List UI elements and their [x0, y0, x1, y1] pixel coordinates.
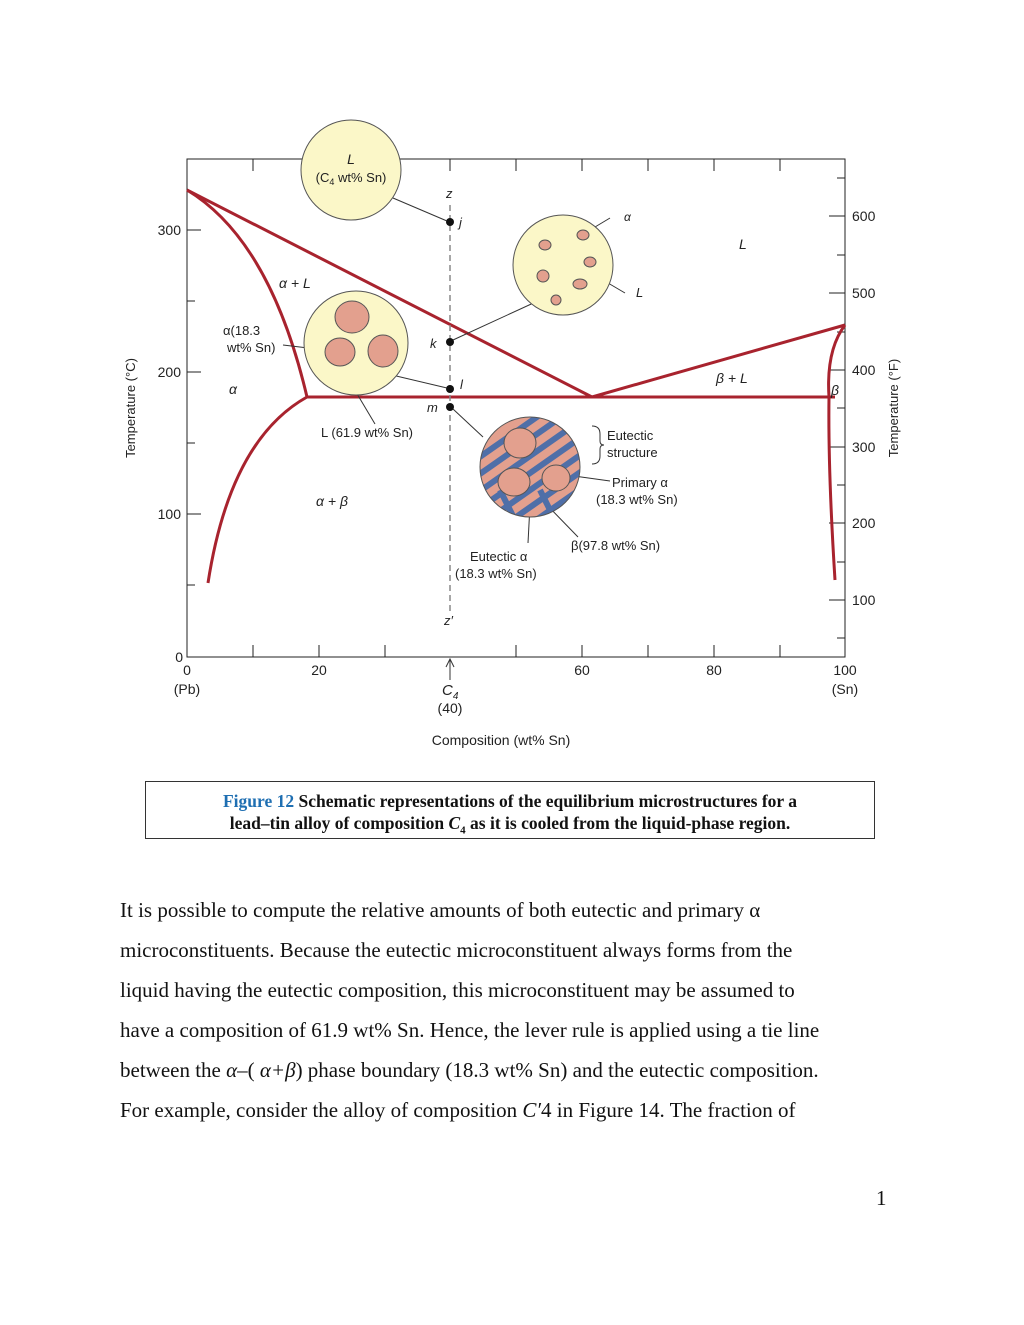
point-j	[446, 218, 454, 226]
caption-sub: 4	[460, 824, 466, 837]
solvus-alpha	[208, 397, 307, 583]
page-number: 1	[876, 1186, 887, 1210]
figure-caption	[145, 781, 875, 839]
point-label-l: l	[460, 377, 463, 392]
body-line	[120, 1050, 910, 1090]
x-tick-label: 20	[311, 662, 327, 678]
y-tick-label-f: 500	[852, 285, 876, 301]
point-label-m: m	[427, 400, 438, 415]
body-text: between the	[120, 1058, 227, 1082]
callout-eutectic-alpha-2: (18.3 wt% Sn)	[455, 566, 537, 581]
figure-label: Figure 12	[222, 791, 295, 811]
y-tick-label-f: 200	[852, 515, 876, 531]
c4-marker-symbol: $C_4$	[442, 682, 459, 702]
point-label-j: j	[459, 215, 462, 230]
liquidus-right	[592, 325, 845, 397]
body-line: have a composition of 61.9 wt% Sn. Hence, the lever rule is applied using a tie line	[120, 1018, 820, 1042]
y-tick-label-c: 100	[157, 506, 181, 522]
caption-line-1	[146, 790, 874, 812]
body-text: ) phase boundary (18.3 wt% Sn) and the eutectic composition.	[295, 1058, 819, 1082]
microstructure-alpha-in-liquid	[513, 215, 613, 315]
body-line: liquid having the eutectic composition, this microconstituent may be assumed to	[120, 978, 795, 1002]
region-liquid: L	[739, 236, 747, 252]
point-l	[446, 385, 454, 393]
callout-primary-alpha-2: (18.3 wt% Sn)	[596, 492, 678, 507]
y-axis-title-left: Temperature (°C)	[123, 358, 138, 458]
caption-text-2b: as it is cooled from the liquid-phase region.	[465, 813, 791, 833]
point-label-z-prime: z′	[444, 613, 453, 628]
x-tick-label: 60	[574, 662, 590, 678]
body-text: For example, consider the alloy of composition	[120, 1098, 523, 1122]
body-text: 4 in Figure 14. The fraction of	[541, 1098, 796, 1122]
caption-text-1: Schematic representations of the equilibrium microstructures for a	[294, 791, 798, 811]
region-alpha-liquid: α + L	[279, 275, 311, 291]
y-tick-label-c: 300	[157, 222, 181, 238]
point-m	[446, 403, 454, 411]
region-alpha: α	[229, 381, 237, 397]
region-beta-liquid: β + L	[716, 370, 748, 386]
body-alpha-beta: α+β	[259, 1058, 296, 1082]
callout-liquid-eutectic-comp: L (61.9 wt% Sn)	[321, 425, 414, 440]
y-axis-title-right: Temperature (°F)	[886, 358, 901, 458]
callout-liquid-comp: ($C_4$ wt% Sn)	[315, 170, 387, 187]
body-alpha: α	[226, 1058, 238, 1082]
caption-text-2a: lead–tin alloy of composition	[229, 813, 449, 833]
c4-marker-value: (40)	[437, 700, 463, 716]
x-end-label-right: (Sn)	[831, 681, 859, 697]
y-tick-label-f: 100	[852, 592, 876, 608]
y-tick-label-c: 0	[175, 649, 183, 665]
callout-liquid-matrix: L	[636, 285, 644, 300]
body-line: microconstituents. Because the eutectic microconstituent always forms from the	[120, 938, 793, 962]
x-tick-label: 80	[706, 662, 722, 678]
y-tick-label-c: 200	[157, 364, 181, 380]
plot-frame	[187, 159, 845, 657]
x-axis-title: Composition (wt% Sn)	[431, 732, 571, 748]
body-line: It is possible to compute the relative amounts of both eutectic and primary α	[120, 898, 761, 922]
x-tick-label: 100	[833, 662, 857, 678]
microstructure-eutectic	[460, 397, 615, 540]
y-tick-marks-right	[829, 178, 845, 638]
body-paragraph	[120, 890, 910, 1130]
y-tick-marks-left	[187, 230, 201, 585]
point-k	[446, 338, 454, 346]
point-label-k: k	[430, 336, 437, 351]
solvus-beta	[829, 397, 835, 580]
callout-alpha-particle: α	[624, 210, 631, 224]
callout-eutectic-structure-2: structure	[607, 445, 658, 460]
point-label-z: z	[446, 186, 453, 201]
region-beta: β	[831, 382, 839, 398]
callout-beta-comp: β(97.8 wt% Sn)	[571, 538, 661, 553]
callout-alpha-comp-1: α(18.3	[223, 323, 261, 338]
callout-eutectic-alpha-1: Eutectic α	[470, 549, 528, 564]
y-tick-label-f: 400	[852, 362, 876, 378]
callout-alpha-comp-2: wt% Sn)	[227, 340, 276, 355]
y-tick-label-f: 300	[852, 439, 876, 455]
y-tick-label-f: 600	[852, 208, 876, 224]
callout-primary-alpha-1: Primary α	[612, 475, 668, 490]
caption-var: C	[448, 813, 461, 833]
x-end-label-left: (Pb)	[173, 681, 201, 697]
body-var: C′	[522, 1098, 542, 1122]
body-line	[120, 1090, 910, 1130]
x-tick-marks	[253, 159, 780, 657]
caption-line-2	[146, 812, 874, 842]
body-text: –(	[237, 1058, 260, 1082]
callout-eutectic-structure-1: Eutectic	[607, 428, 654, 443]
region-alpha-beta: α + β	[316, 493, 348, 509]
eutectic-bracket	[592, 426, 604, 464]
callout-liquid-title: L	[347, 151, 355, 167]
x-tick-label: 0	[183, 662, 191, 678]
